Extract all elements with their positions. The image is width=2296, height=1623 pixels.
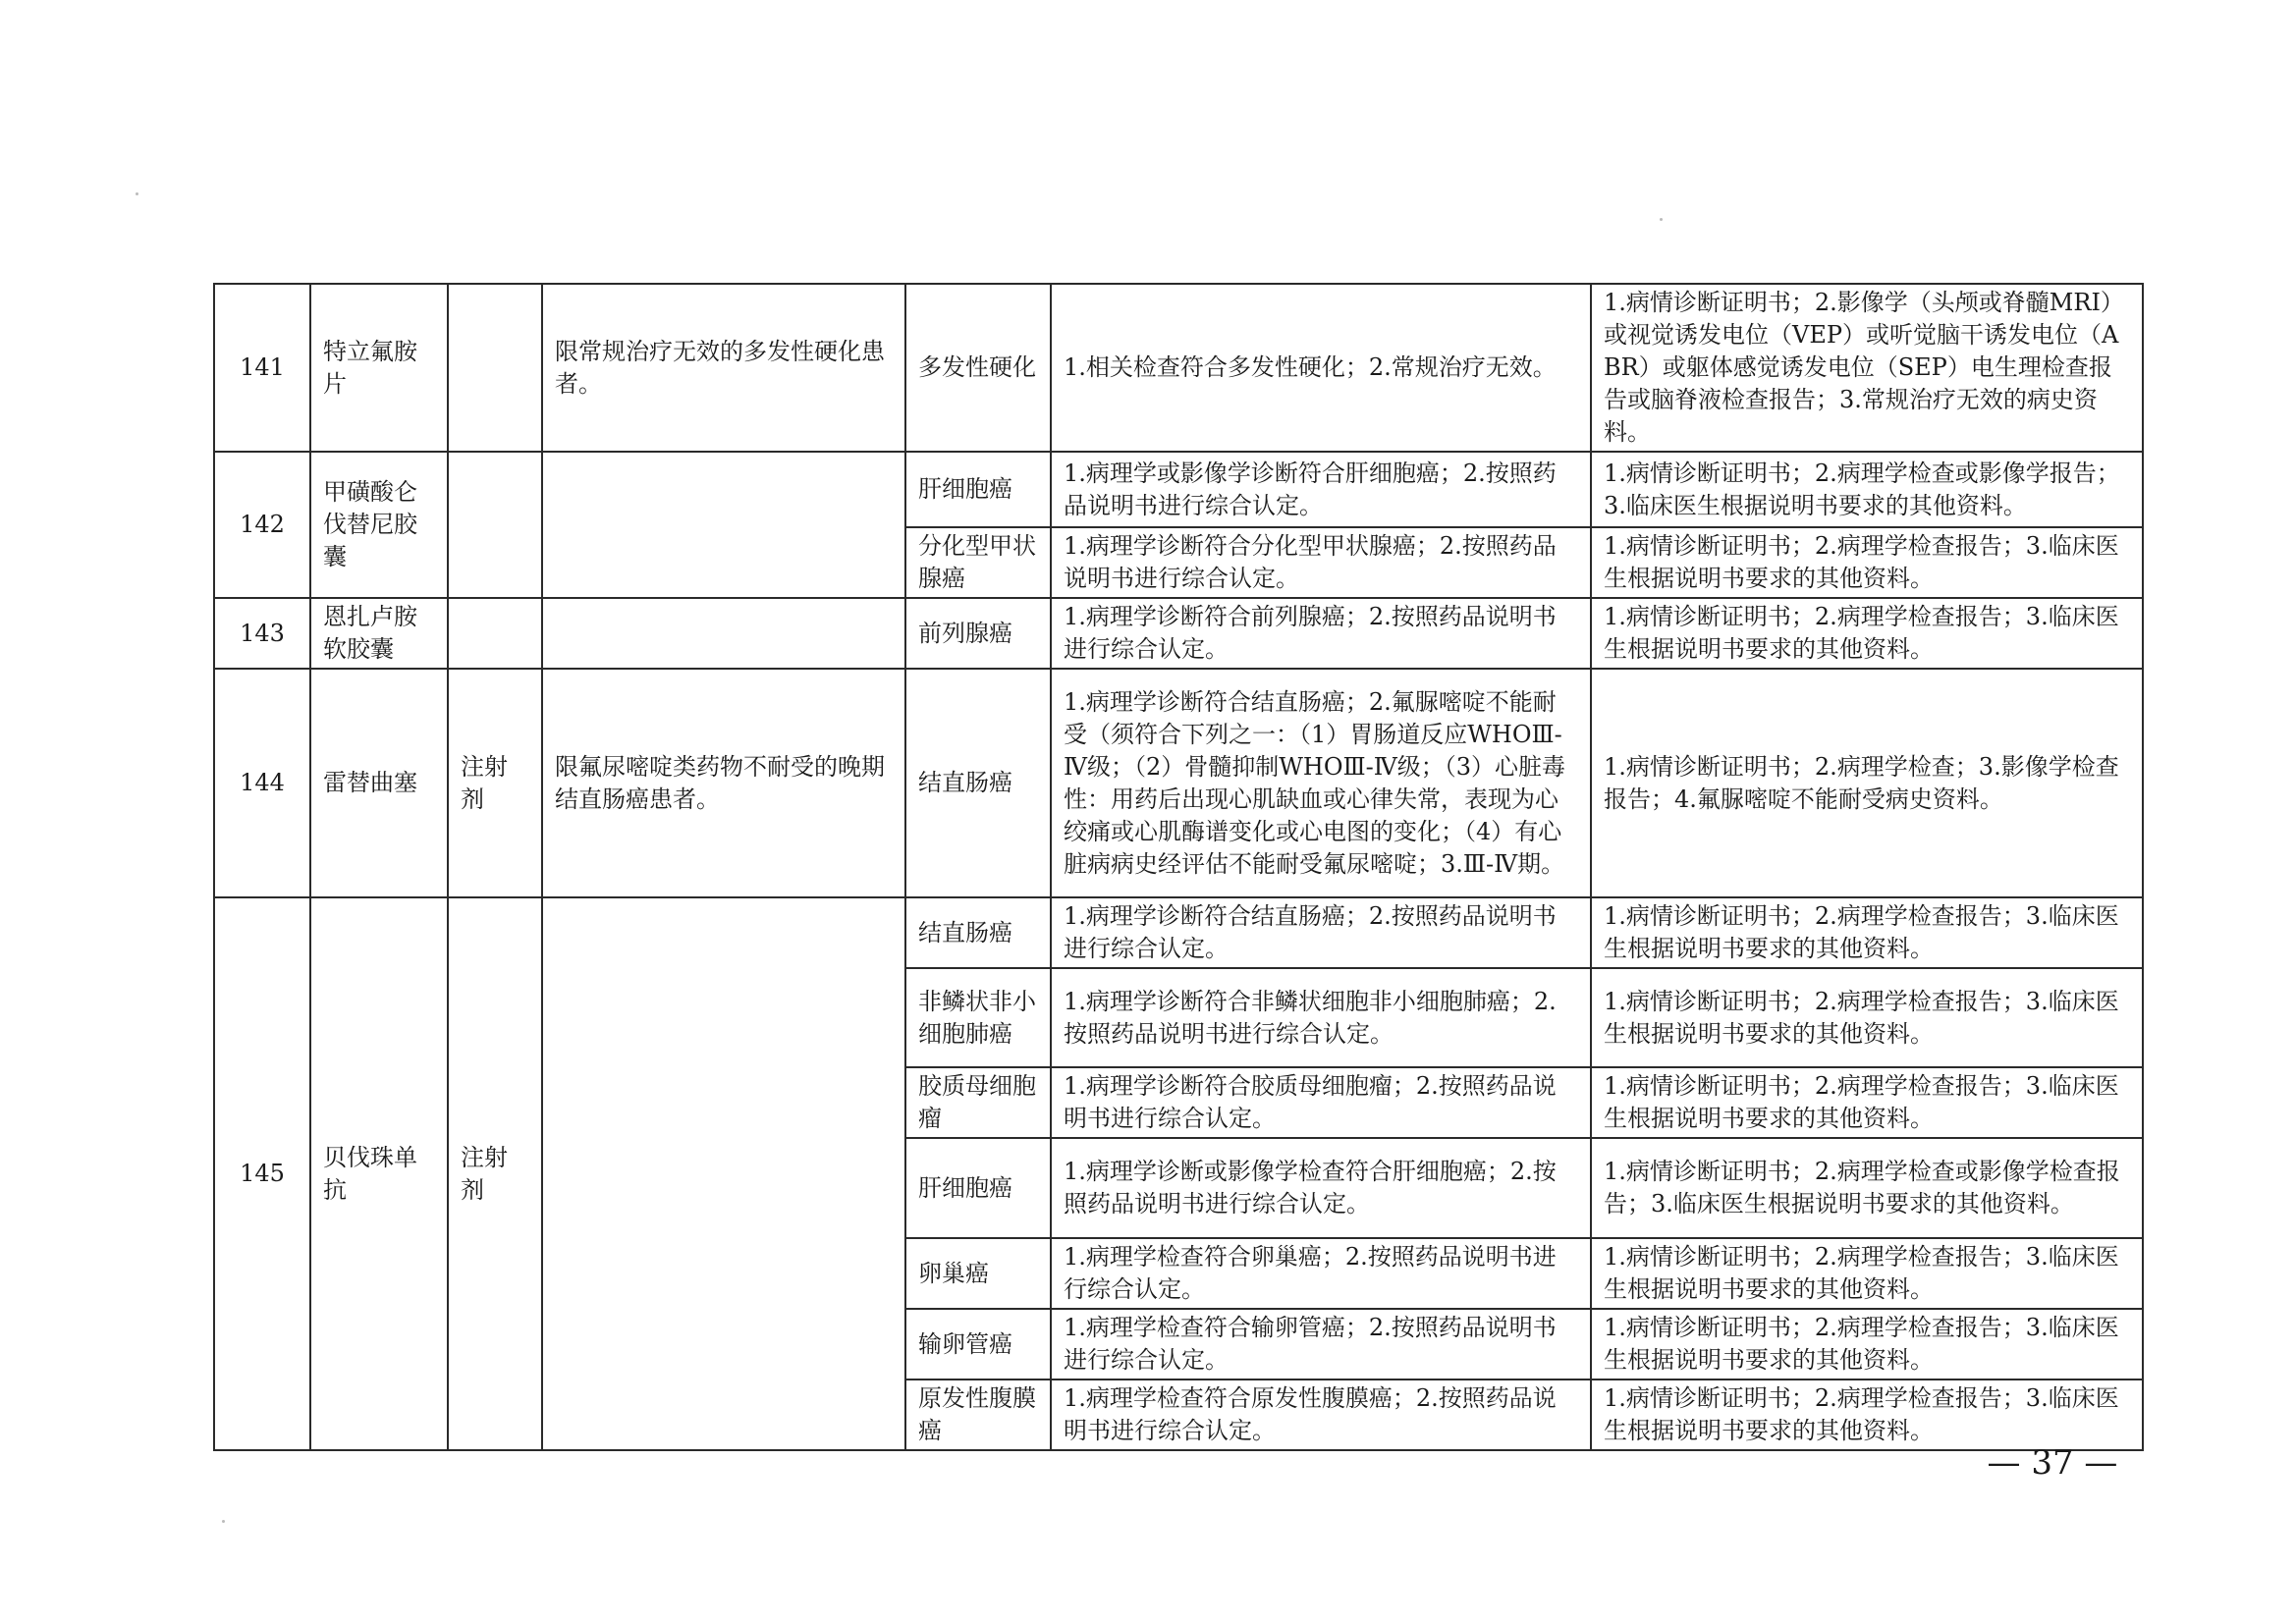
indication: 结直肠癌 — [905, 897, 1051, 968]
payment-restriction: 限氟尿嘧啶类药物不耐受的晚期结直肠癌患者。 — [542, 669, 905, 897]
required-materials: 1.病情诊断证明书；2.病理学检查报告；3.临床医生根据说明书要求的其他资料。 — [1591, 1380, 2143, 1450]
required-materials: 1.病情诊断证明书；2.病理学检查报告；3.临床医生根据说明书要求的其他资料。 — [1591, 968, 2143, 1067]
qualification-criteria: 1.病理学诊断符合前列腺癌；2.按照药品说明书进行综合认定。 — [1051, 598, 1591, 669]
qualification-criteria: 1.病理学检查符合原发性腹膜癌；2.按照药品说明书进行综合认定。 — [1051, 1380, 1591, 1450]
qualification-criteria: 1.病理学或影像学诊断符合肝细胞癌；2.按照药品说明书进行综合认定。 — [1051, 452, 1591, 527]
drug-indication-table — [213, 283, 2144, 1451]
dosage-form: 注射剂 — [448, 897, 542, 1450]
indication: 胶质母细胞瘤 — [905, 1067, 1051, 1138]
indication: 肝细胞癌 — [905, 1138, 1051, 1238]
table-row — [214, 897, 2143, 968]
dosage-form — [448, 452, 542, 598]
qualification-criteria: 1.病理学诊断符合分化型甲状腺癌；2.按照药品说明书进行综合认定。 — [1051, 527, 1591, 598]
row-number: 141 — [214, 284, 310, 452]
payment-restriction — [542, 452, 905, 598]
payment-restriction — [542, 897, 905, 1450]
table-row — [214, 284, 2143, 452]
indication: 卵巢癌 — [905, 1238, 1051, 1309]
drug-name: 贝伐珠单抗 — [310, 897, 448, 1450]
indication: 非鳞状非小细胞肺癌 — [905, 968, 1051, 1067]
table-row — [214, 598, 2143, 669]
drug-name: 恩扎卢胺软胶囊 — [310, 598, 448, 669]
required-materials: 1.病情诊断证明书；2.病理学检查报告；3.临床医生根据说明书要求的其他资料。 — [1591, 1309, 2143, 1380]
dosage-form: 注射剂 — [448, 669, 542, 897]
dosage-form — [448, 284, 542, 452]
row-number: 145 — [214, 897, 310, 1450]
scan-speck — [222, 1520, 225, 1523]
scan-speck — [1660, 218, 1663, 221]
indication: 分化型甲状腺癌 — [905, 527, 1051, 598]
indication: 前列腺癌 — [905, 598, 1051, 669]
row-number: 143 — [214, 598, 310, 669]
required-materials: 1.病情诊断证明书；2.病理学检查报告；3.临床医生根据说明书要求的其他资料。 — [1591, 1238, 2143, 1309]
indication: 输卵管癌 — [905, 1309, 1051, 1380]
required-materials: 1.病情诊断证明书；2.病理学检查报告；3.临床医生根据说明书要求的其他资料。 — [1591, 1067, 2143, 1138]
indication: 多发性硬化 — [905, 284, 1051, 452]
drug-name: 特立氟胺片 — [310, 284, 448, 452]
dosage-form — [448, 598, 542, 669]
qualification-criteria: 1.病理学诊断符合胶质母细胞瘤；2.按照药品说明书进行综合认定。 — [1051, 1067, 1591, 1138]
required-materials: 1.病情诊断证明书；2.病理学检查报告；3.临床医生根据说明书要求的其他资料。 — [1591, 897, 2143, 968]
drug-name: 甲磺酸仑伐替尼胶囊 — [310, 452, 448, 598]
qualification-criteria: 1.病理学检查符合卵巢癌；2.按照药品说明书进行综合认定。 — [1051, 1238, 1591, 1309]
qualification-criteria: 1.病理学诊断符合结直肠癌；2.按照药品说明书进行综合认定。 — [1051, 897, 1591, 968]
row-number: 144 — [214, 669, 310, 897]
required-materials: 1.病情诊断证明书；2.病理学检查或影像学检查报告；3.临床医生根据说明书要求的其他资料。 — [1591, 1138, 2143, 1238]
indication: 结直肠癌 — [905, 669, 1051, 897]
qualification-criteria: 1.病理学检查符合输卵管癌；2.按照药品说明书进行综合认定。 — [1051, 1309, 1591, 1380]
qualification-criteria: 1.病理学诊断符合非鳞状细胞非小细胞肺癌；2.按照药品说明书进行综合认定。 — [1051, 968, 1591, 1067]
table-row — [214, 669, 2143, 897]
qualification-criteria: 1.相关检查符合多发性硬化；2.常规治疗无效。 — [1051, 284, 1591, 452]
required-materials: 1.病情诊断证明书；2.影像学（头颅或脊髓MRI）或视觉诱发电位（VEP）或听觉脑干诱发电位（ABR）或躯体感觉诱发电位（SEP）电生理检查报告或脑脊液检查报告；3.常规治疗无效的病史资料。 — [1591, 284, 2143, 452]
required-materials: 1.病情诊断证明书；2.病理学检查报告；3.临床医生根据说明书要求的其他资料。 — [1591, 527, 2143, 598]
table-row — [214, 452, 2143, 527]
payment-restriction: 限常规治疗无效的多发性硬化患者。 — [542, 284, 905, 452]
row-number: 142 — [214, 452, 310, 598]
scan-speck — [136, 192, 138, 195]
indication: 原发性腹膜癌 — [905, 1380, 1051, 1450]
drug-name: 雷替曲塞 — [310, 669, 448, 897]
qualification-criteria: 1.病理学诊断符合结直肠癌；2.氟脲嘧啶不能耐受（须符合下列之一：（1）胃肠道反应WHOⅢ-Ⅳ级；（2）骨髓抑制WHOⅢ-Ⅳ级；（3）心脏毒性：用药后出现心肌缺血或心律失常，表现为心绞痛或心肌酶谱变化或心电图的变化；（4）有心脏病病史经评估不能耐受氟尿嘧啶；3.Ⅲ-Ⅳ期。 — [1051, 669, 1591, 897]
required-materials: 1.病情诊断证明书；2.病理学检查报告；3.临床医生根据说明书要求的其他资料。 — [1591, 598, 2143, 669]
page-number: — 37 — — [1987, 1443, 2118, 1483]
qualification-criteria: 1.病理学诊断或影像学检查符合肝细胞癌；2.按照药品说明书进行综合认定。 — [1051, 1138, 1591, 1238]
required-materials: 1.病情诊断证明书；2.病理学检查；3.影像学检查报告；4.氟脲嘧啶不能耐受病史资料。 — [1591, 669, 2143, 897]
indication: 肝细胞癌 — [905, 452, 1051, 527]
payment-restriction — [542, 598, 905, 669]
required-materials: 1.病情诊断证明书；2.病理学检查或影像学报告；3.临床医生根据说明书要求的其他资料。 — [1591, 452, 2143, 527]
